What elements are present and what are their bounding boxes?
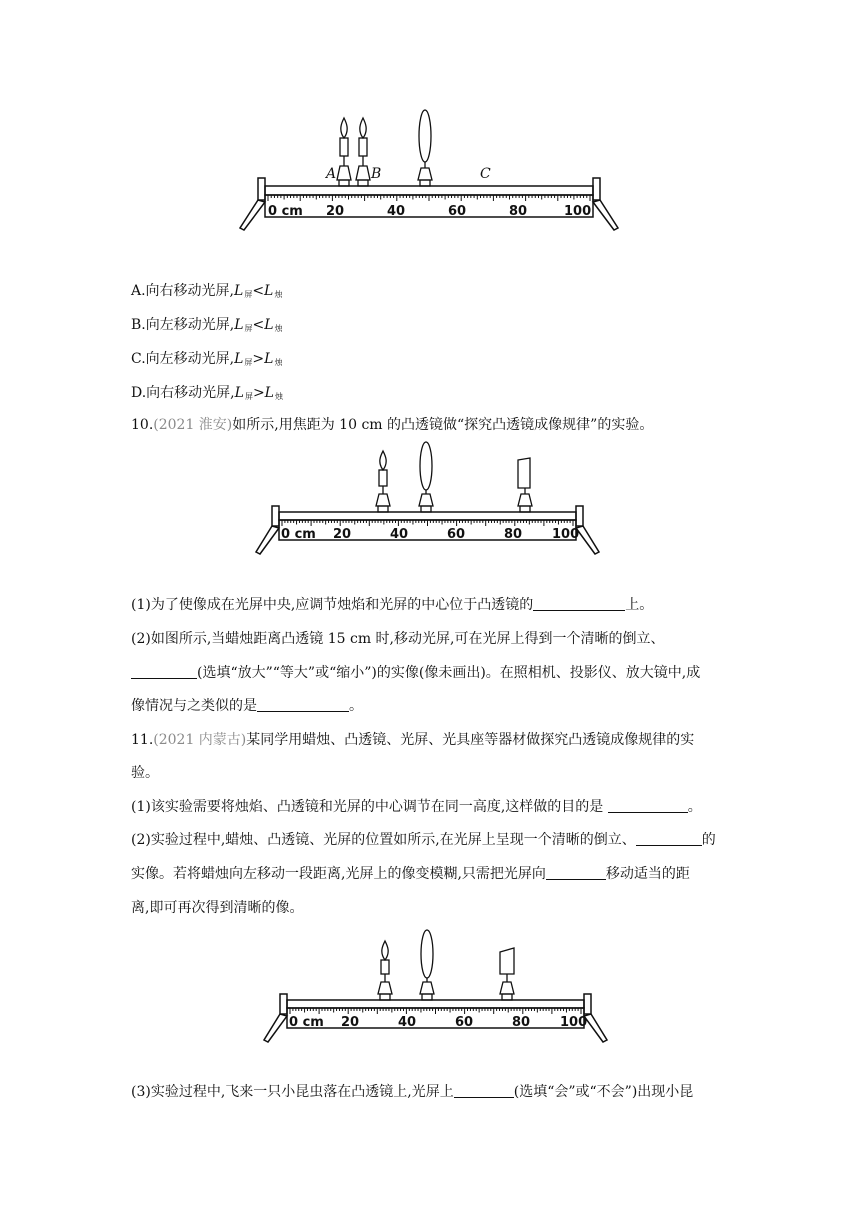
q10-part1: (1)为了使像成在光屏中央,应调节烛焰和光屏的中心位于凸透镜的 上。 <box>131 597 654 613</box>
candle <box>378 941 392 1000</box>
tick-label: 0 cm <box>289 1015 324 1030</box>
convex-lens <box>419 442 433 512</box>
optical-bench-figure-1 <box>238 108 628 234</box>
q10-part2: (2)如图所示,当蜡烛距离凸透镜 15 cm 时,移动光屏,可在光屏上得到一个清晰的倒立、 <box>131 631 665 647</box>
optical-bench-figure-3 <box>262 928 612 1044</box>
tick-label: 60 <box>447 527 466 542</box>
q11-part2-cont2: 离,即可再次得到清晰的像。 <box>131 900 304 916</box>
label-c: C <box>480 166 491 182</box>
light-screen <box>500 948 514 1000</box>
answer-blank[interactable] <box>454 1083 514 1098</box>
option-c: C.向左移动光屏$,L_屏>L_烛$ <box>131 351 283 367</box>
label-a: A <box>326 166 337 182</box>
tick-label: 80 <box>509 204 528 219</box>
tick-label: 80 <box>512 1015 531 1030</box>
answer-blank[interactable] <box>257 697 349 712</box>
q11-stem: 11.(2021 内蒙古)某同学用蜡烛、凸透镜、光屏、光具座等器材做探究凸透镜成像规律的实 <box>131 732 695 748</box>
tick-label: 40 <box>387 204 406 219</box>
tick-label: 100 <box>564 204 592 219</box>
light-screen <box>518 458 532 512</box>
answer-blank[interactable] <box>636 831 702 846</box>
candle-b <box>356 118 370 186</box>
optical-bench-figure-2 <box>254 440 604 556</box>
q11-part1: (1)该实验需要将烛焰、凸透镜和光屏的中心调节在同一高度,这样做的目的是 。 <box>131 799 702 815</box>
option-d: D.向右移动光屏$,L_屏>L_烛$ <box>131 385 283 401</box>
convex-lens <box>420 930 434 1000</box>
q11-stem-cont: 验。 <box>131 765 159 781</box>
q11-part2: (2)实验过程中,蜡烛、凸透镜、光屏的位置如所示,在光屏上呈现一个清晰的倒立、 的 <box>131 832 716 848</box>
tick-label: 60 <box>455 1015 474 1030</box>
tick-label: 40 <box>398 1015 417 1030</box>
answer-blank[interactable] <box>546 865 606 880</box>
tick-label: 20 <box>326 204 345 219</box>
label-b: B <box>371 166 382 182</box>
tick-label: 100 <box>560 1015 588 1030</box>
option-a: A.向右移动光屏$,L_屏<L_烛$ <box>131 283 283 299</box>
tick-label: 60 <box>448 204 467 219</box>
q10-part2-cont2: 像情况与之类似的是 。 <box>131 698 363 714</box>
q11-part3: (3)实验过程中,飞来一只小昆虫落在凸透镜上,光屏上 (选填“会”或“不会”)出现小昆 <box>131 1084 694 1100</box>
tick-label: 40 <box>390 527 409 542</box>
tick-label: 80 <box>504 527 523 542</box>
q10-part2-cont: (选填“放大”“等大”或“缩小”)的实像(像未画出)。在照相机、投影仪、放大镜中,成 <box>131 662 700 684</box>
tick-label: 0 cm <box>268 204 303 219</box>
convex-lens <box>418 110 432 186</box>
q10-stem: 10.(2021 淮安)如所示,用焦距为 10 cm 的凸透镜做“探究凸透镜成像规律”的实验。 <box>131 417 654 433</box>
tick-label: 100 <box>552 527 580 542</box>
candle <box>376 451 390 512</box>
tick-label: 20 <box>341 1015 360 1030</box>
answer-blank[interactable] <box>608 798 688 813</box>
answer-blank[interactable] <box>131 664 197 679</box>
candle-a <box>337 118 351 186</box>
option-b: B.向左移动光屏$,L_屏<L_烛$ <box>131 317 283 333</box>
tick-label: 0 cm <box>281 527 316 542</box>
q11-part2-cont: 实像。若将蜡烛向左移动一段距离,光屏上的像变模糊,只需把光屏向 移动适当的距 <box>131 866 690 882</box>
tick-label: 20 <box>333 527 352 542</box>
answer-blank[interactable] <box>533 596 625 611</box>
